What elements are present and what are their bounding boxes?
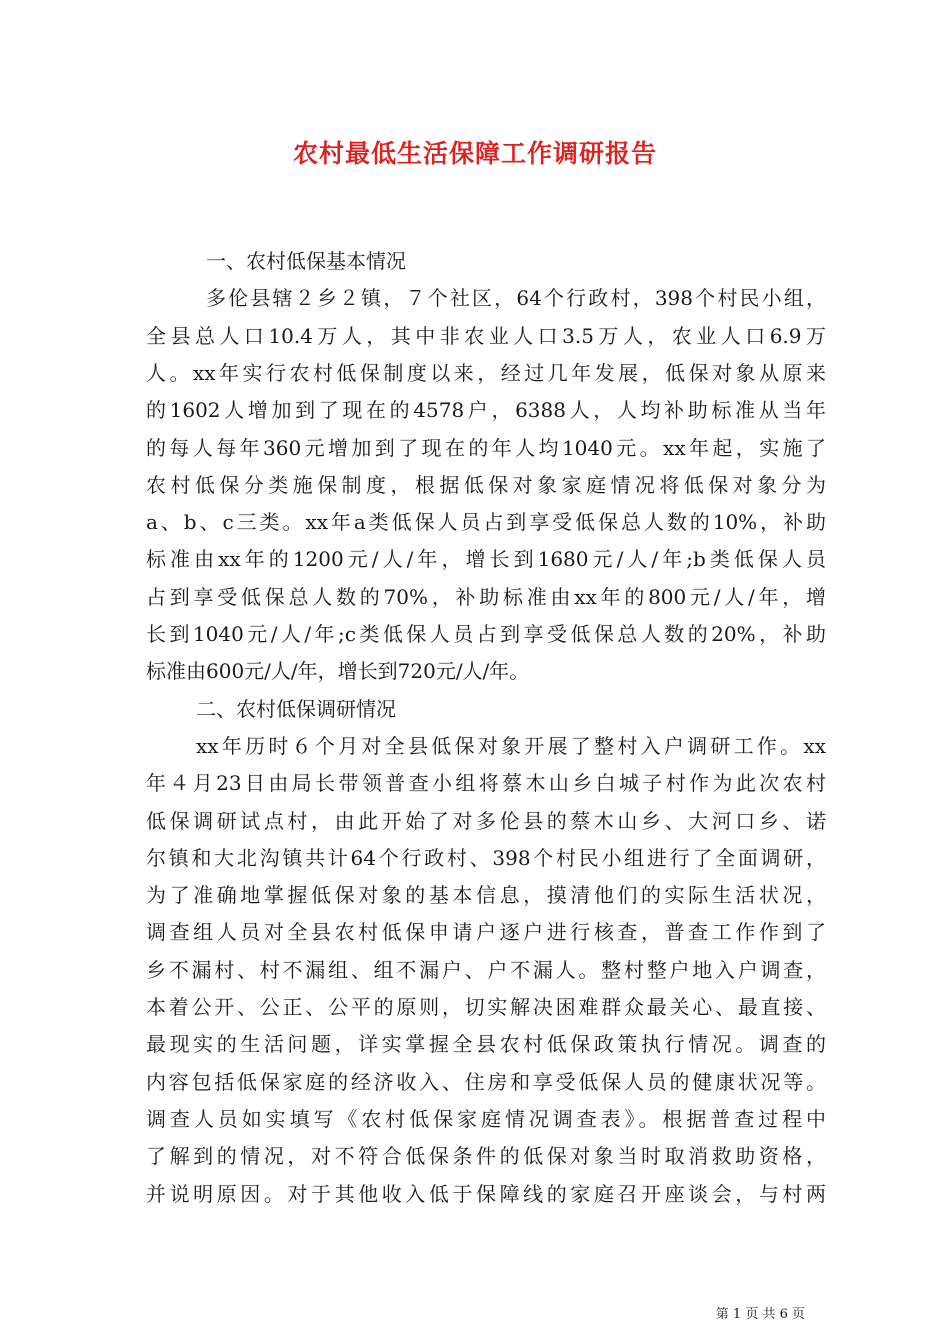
body-line: 最现实的生活问题，详实掌握全县农村低保政策执行情况。调查的: [146, 1032, 826, 1056]
body-line: 调查人员如实填写《农村低保家庭情况调查表》。根据普查过程中: [146, 1107, 826, 1131]
body-line: 农村低保分类施保制度，根据低保对象家庭情况将低保对象分为: [146, 473, 826, 497]
body-line: 多伦县辖２乡２镇，７个社区，64个行政村，398个村民小组，: [206, 286, 826, 310]
body-line: 低保调研试点村，由此开始了对多伦县的蔡木山乡、大河口乡、诺: [146, 809, 826, 833]
document-title: 农村最低生活保障工作调研报告: [292, 139, 657, 168]
body-line: 占到享受低保总人数的70%，补助标准由xx年的800元/人/年，增: [146, 585, 826, 609]
body-line: 标准由600元/人/年，增长到720元/人/年。: [146, 659, 530, 683]
body-line: 标准由xx年的1200元/人/年，增长到1680元/人/年;b类低保人员: [146, 547, 826, 571]
body-line: 并说明原因。对于其他收入低于保障线的家庭召开座谈会，与村两: [146, 1182, 826, 1206]
body-line: 乡不漏村、村不漏组、组不漏户、户不漏人。整村整户地入户调查，: [146, 958, 826, 982]
body-line: 人。xx年实行农村低保制度以来，经过几年发展，低保对象从原来: [146, 361, 826, 385]
body-line: 二、农村低保调研情况: [196, 697, 396, 721]
body-line: 全县总人口10.4万人，其中非农业人口3.5万人，农业人口6.9万: [146, 324, 826, 348]
body-line: 的1602人增加到了现在的4578户，6388人，人均补助标准从当年: [146, 398, 826, 422]
body-line: 长到1040元/人/年;c类低保人员占到享受低保总人数的20%，补助: [146, 622, 826, 646]
body-line: 年４月23日由局长带领普查小组将蔡木山乡白城子村作为此次农村: [146, 771, 826, 795]
body-line: 调查组人员对全县农村低保申请户逐户进行核查，普查工作作到了: [146, 920, 826, 944]
page-number: 第 1 页 共 6 页: [715, 1307, 805, 1322]
body-line: xx年历时６个月对全县低保对象开展了整村入户调研工作。xx: [196, 734, 826, 758]
body-line: 内容包括低保家庭的经济收入、住房和享受低保人员的健康状况等。: [146, 1070, 826, 1094]
body-line: 为了准确地掌握低保对象的基本信息，摸清他们的实际生活状况，: [146, 883, 826, 907]
body-line: a、b、c三类。xx年a类低保人员占到享受低保总人数的10%，补助: [146, 510, 826, 534]
body-line: 本着公开、公正、公平的原则，切实解决困难群众最关心、最直接、: [146, 995, 826, 1019]
body-line: 的每人每年360元增加到了现在的年人均1040元。xx年起，实施了: [146, 436, 826, 460]
body-line: 尔镇和大北沟镇共计64个行政村、398个村民小组进行了全面调研，: [146, 846, 826, 870]
body-line: 一、农村低保基本情况: [206, 249, 406, 273]
body-line: 了解到的情况，对不符合低保条件的低保对象当时取消救助资格，: [146, 1144, 826, 1168]
